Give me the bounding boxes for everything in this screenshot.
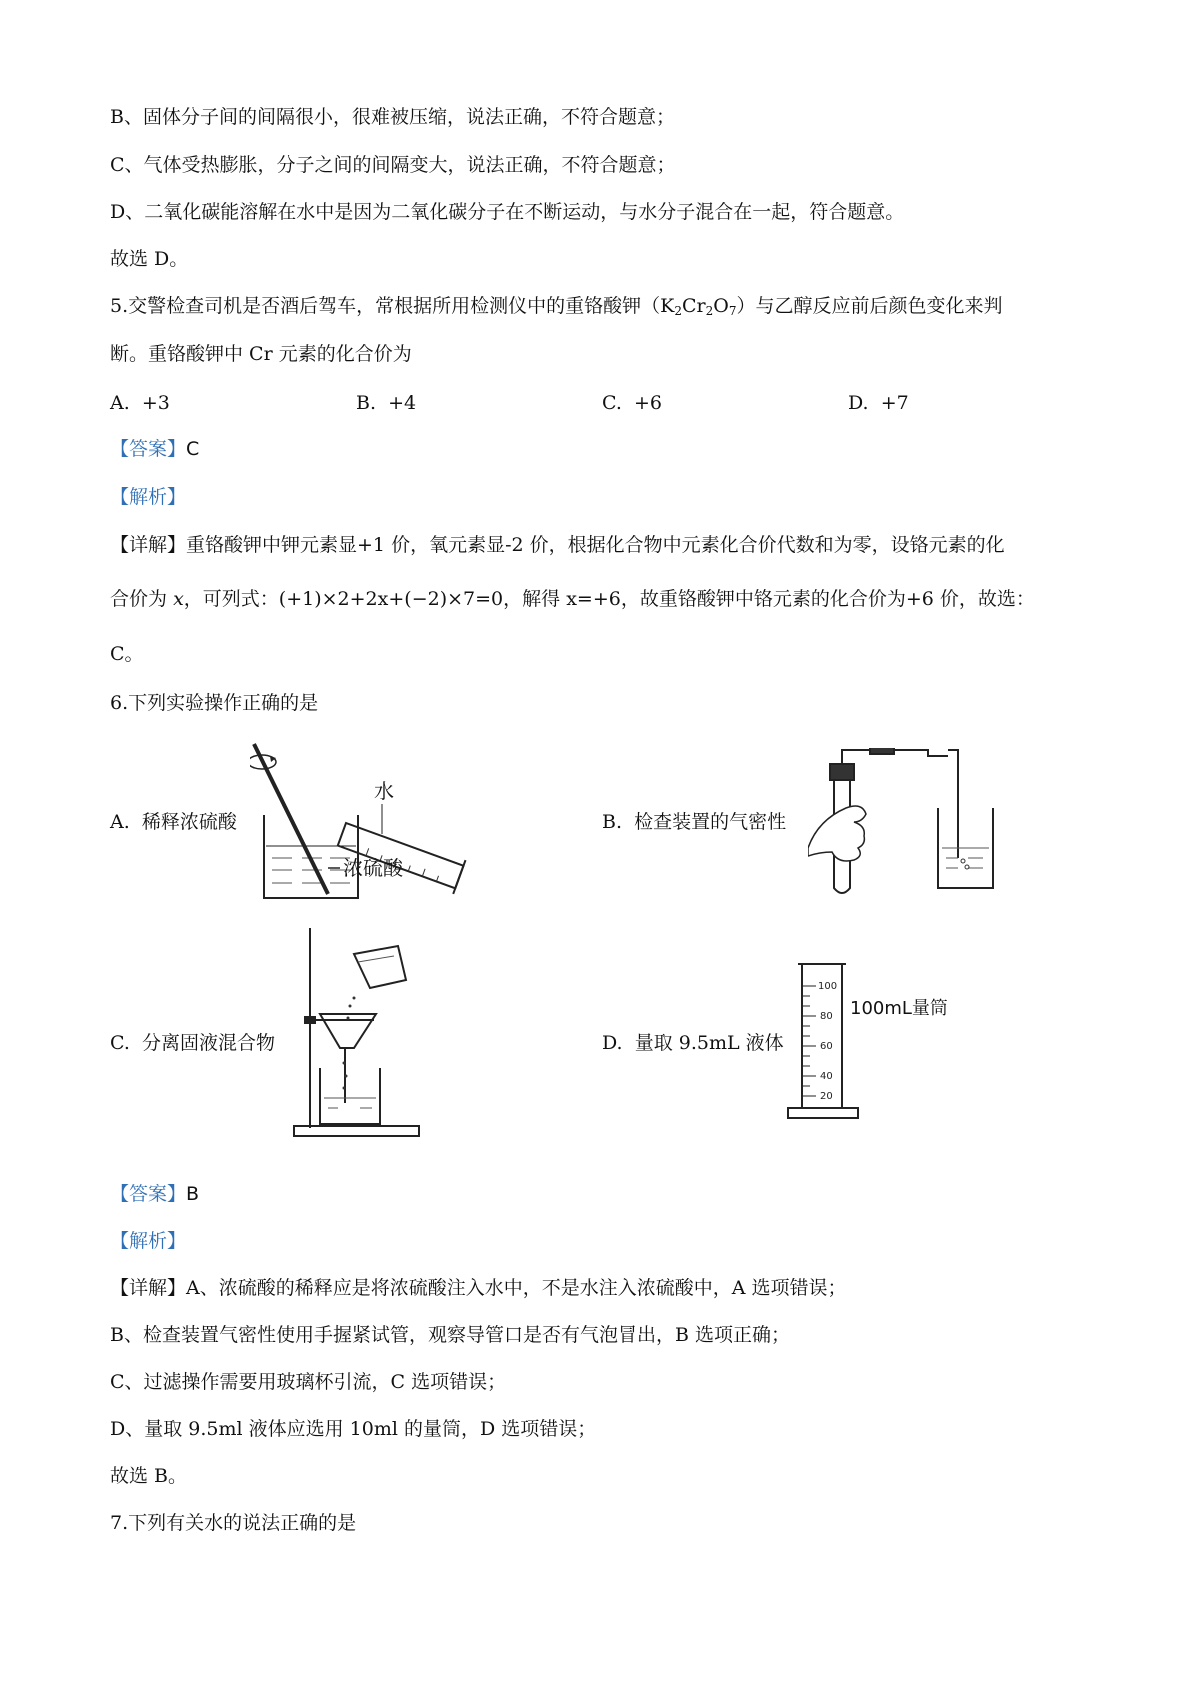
q4-option-b-explanation: B、固体分子间的间隔很小，很难被压缩，说法正确，不符合题意； [110,106,675,128]
q5-option-a: A. +3 [110,392,170,414]
q5-option-c: C. +6 [602,392,663,414]
q5-formula: $K_2Cr_2O_7$ [660,295,737,318]
q6-detail-a: 【详解】A、浓硫酸的稀释应是将浓硫酸注入水中，不是水注入浓硫酸中，A 选项错误； [110,1277,847,1299]
svg-text:80: 80 [820,1011,833,1022]
q6-analysis-heading: 【解析】 [110,1230,187,1252]
figure-graduated-cylinder [780,958,965,1123]
q5-option-b: B. +4 [356,392,417,414]
svg-text:100: 100 [818,981,838,992]
q5-detail-line2: 合价为 x，可列式：(+1)×2+2x+(−2)×7=0，解得 x=+6，故重铬酸钾中铬元素的化合价为+6 价，故选： [110,588,1035,610]
q6-stem: 6.下列实验操作正确的是 [110,692,319,714]
q6-option-a-label: A. 稀释浓硫酸 [110,811,237,833]
q5-analysis-heading: 【解析】 [110,486,187,508]
q6-option-b-label: B. 检查装置的气密性 [602,811,787,833]
q5-detail-line3: C。 [110,643,144,665]
figure-d-caption: 100mL量筒 [850,998,948,1019]
q6-conclusion: 故选 B。 [110,1465,188,1487]
q5-stem-part1: 5.交警检查司机是否酒后驾车，常根据所用检测仪中的重铬酸钾（ [110,295,661,317]
svg-text:40: 40 [820,1071,833,1082]
figure-a-water-label: 水 [374,779,394,803]
q6-option-d-label: D. 量取 9.5mL 液体 [602,1032,784,1054]
svg-text:60: 60 [820,1041,833,1052]
q6-option-c-label: C. 分离固液混合物 [110,1032,276,1054]
figure-a-acid-label: 浓硫酸 [343,856,403,880]
q5-equation: (+1)×2+2x+(−2)×7=0 [278,588,504,610]
q5-detail-line1: 【详解】重铬酸钾中钾元素显+1 价，氧元素显-2 价，根据化合物中元素化合价代数和为零，设铬元素的化 [110,534,1005,556]
q6-detail-d: D、量取 9.5ml 液体应选用 10ml 的量筒，D 选项错误； [110,1418,597,1440]
q6-detail-c: C、过滤操作需要用玻璃杯引流，C 选项错误； [110,1371,507,1393]
q7-stem: 7.下列有关水的说法正确的是 [110,1512,357,1534]
q6-detail-b: B、检查装置气密性使用手握紧试管，观察导管口是否有气泡冒出，B 选项正确； [110,1324,790,1346]
q5-stem-part2: ）与乙醇反应前后颜色变化来判 [736,295,1003,317]
figure-dilute-acid [250,738,470,903]
q5-stem-line2: 断。重铬酸钾中 Cr 元素的化合价为 [110,343,412,365]
svg-text:20: 20 [820,1091,833,1102]
figure-airtightness-check [808,748,1008,898]
figure-filtration [290,928,435,1143]
q5-stem-line1 [110,293,1002,319]
q6-answer: 【答案】B [110,1183,200,1205]
q4-conclusion: 故选 D。 [110,248,189,270]
q5-option-d: D. +7 [848,392,909,414]
q4-option-d-explanation: D、二氧化碳能溶解在水中是因为二氧化碳分子在不断运动，与水分子混合在一起，符合题意。 [110,201,905,223]
q5-answer: 【答案】C [110,438,200,460]
q4-option-c-explanation: C、气体受热膨胀，分子之间的间隔变大，说法正确，不符合题意； [110,154,676,176]
